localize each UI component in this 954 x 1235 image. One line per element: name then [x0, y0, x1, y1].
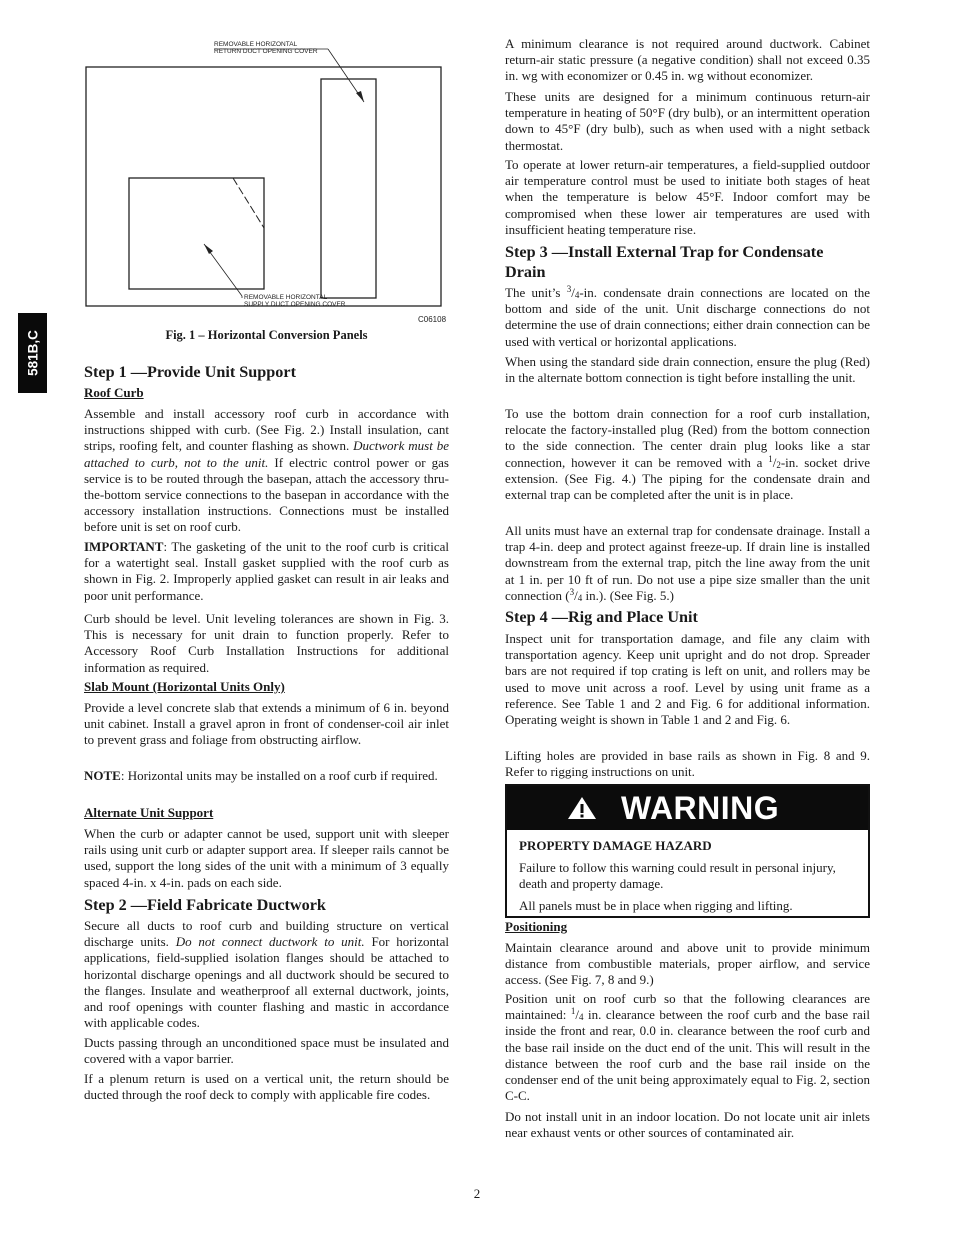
figure-1-caption: Fig. 1 – Horizontal Conversion Panels	[165, 328, 368, 342]
figure-1-diagram	[84, 36, 450, 326]
step3-paragraph-2: When using the standard side drain connection, ensure the plug (Red) in the alternate bottom connection is tight before installing the unit.	[505, 354, 870, 386]
positioning-paragraph-1: Maintain clearance around and above unit to provide minimum distance from combustible materials, proper airflow, and service access. (See Fig. 7, 8 and 9.)	[505, 940, 870, 988]
alternate-support-paragraph: When the curb or adapter cannot be used, support unit with sleeper rails using unit curb or adapter support area. If sleeper rails cannot be used, support the long sides of the unit with a minimum of 3 equally spaced 4-in. x 4-in. pads on each side.	[84, 826, 449, 890]
fraction-3-4: $^3/_4$	[569, 586, 583, 603]
hazard-title: PROPERTY DAMAGE HAZARD	[519, 838, 712, 853]
step4-heading: Step 4 —Rig and Place Unit	[505, 608, 698, 626]
roof-curb-italic: Ductwork must be attached to curb, not to the unit.	[84, 438, 449, 470]
note-paragraph	[84, 768, 449, 784]
frac-num: 3	[566, 284, 572, 294]
side-tab-label: 581B,C	[25, 330, 40, 376]
step3-p3-post: -in. socket drive extension. (See Fig. 4.) The piping for the condensate drain and external trap can be completed after the unit is in place.	[505, 454, 870, 503]
warning-text-2: All panels must be in place when rigging and lifting.	[519, 897, 793, 913]
positioning-paragraph-3: Do not install unit in an indoor location. Do not locate unit air inlets near exhaust vents or other sources of contaminated air.	[505, 1109, 870, 1141]
roof-curb-heading: Roof Curb	[84, 385, 144, 400]
fig1-top-label-2: RETURN DUCT OPENING COVER	[214, 48, 318, 55]
warning-text-1: Failure to follow this warning could result in personal injury, death and property damage.	[519, 860, 836, 892]
side-tab	[18, 313, 47, 393]
frac-den: 4	[577, 592, 583, 603]
alternate-support-heading: Alternate Unit Support	[84, 805, 214, 820]
supply-duct-panel	[129, 178, 264, 289]
note-label: NOTE	[84, 768, 121, 783]
frac-den: 4	[579, 1012, 584, 1023]
warning-box	[505, 784, 870, 918]
leveling-paragraph: Curb should be level. Unit leveling tolerances are shown in Fig. 3. This is necessary for unit drain to function properly. Refer to Accessory Roof Curb Installation Instructions for additional information as required.	[84, 611, 449, 675]
step3-p4-pre: All units must have an external trap for condensate drainage. Install a trap 4-in. deep and protect against freeze-up. If drain line is installed downstream from the external trap, pitch the line away from the unit at 1 in. per 10 ft of run. Do not use a pipe size smaller than the unit connection (	[505, 523, 870, 603]
frac-den: 4	[574, 290, 580, 300]
important-text: : The gasketing of the unit to the roof curb is critical for a watertight seal. Install gasket supplied with the roof curb as shown in Fig. 2. Improperly applied gasket can result in air leaks and poor unit performance.	[84, 539, 449, 603]
step3-p1-pre: The unit’s	[505, 285, 567, 300]
frac-den: 2	[776, 459, 781, 470]
step2-paragraph-1	[84, 918, 449, 1031]
fig1-bottom-label-2: SUPPLY DUCT OPENING COVER	[244, 301, 346, 308]
fig1-code: C06108	[418, 315, 447, 324]
positioning-heading: Positioning	[505, 919, 568, 934]
step3-heading-line-2: Drain	[505, 263, 546, 281]
step2-text-a: Secure all ducts to roof curb and building structure on vertical discharge units.	[84, 918, 449, 950]
step2-paragraph-5: These units are designed for a minimum continuous return-air temperature in heating of 50°F (dry bulb), or an intermittent operation down to 45°F (dry bulb), such as when used with a night setback thermostat.	[505, 89, 870, 153]
step3-p4-post: in.). (See Fig. 5.)	[582, 587, 674, 603]
step3-p3-pre: To use the bottom drain connection for a roof curb installation, relocate the factory-installed plug (Red) from the bottom connection to the side connection. The center drain plug looks like a star connection, however it can be removed with a	[505, 406, 870, 470]
note-text: : Horizontal units may be installed on a roof curb if required.	[120, 768, 438, 783]
fraction-3-4: $^3/_4$	[566, 284, 580, 300]
positioning-p2-pre: Position unit on roof curb so that the following clearances are maintained:	[505, 991, 870, 1023]
frac-num: 3	[569, 586, 575, 597]
step2-italic: Do not connect ductwork to unit.	[175, 934, 365, 950]
step3-heading	[505, 242, 870, 282]
positioning-paragraph-2	[505, 991, 870, 1104]
important-label: IMPORTANT	[84, 539, 164, 554]
step2-paragraph-3: If a plenum return is used on a vertical unit, the return should be ducted through the roof deck to comply with applicable fire codes.	[84, 1071, 449, 1103]
roof-curb-paragraph	[84, 406, 449, 536]
step2-paragraph-4: A minimum clearance is not required around ductwork. Cabinet return-air static pressure (a negative condition) shall not exceed 0.35 in. wg with economizer or 0.45 in. wg without economizer.	[505, 36, 870, 84]
step4-paragraph-1: Inspect unit for transportation damage, and file any claim with transportation agency. Keep unit upright and do not drop. Spreader bars are not required if top crating is left on unit, and rollers may be used to move unit across a roof. Level by using unit frame as a reference. See Table 1 and 2 and Fig. 6 for additional information. Operating weight is shown in Table 1 and 2 and Fig. 6.	[505, 631, 870, 728]
slab-mount-paragraph: Provide a level concrete slab that extends a minimum of 6 in. beyond unit cabinet. Install a gravel apron in front of condenser-coil air inlet to prevent grass and foliage from obstructing airflow.	[84, 700, 449, 748]
frac-num: 1	[768, 453, 773, 464]
warning-title: WARNING	[621, 790, 780, 826]
step3-paragraph-1	[505, 285, 870, 350]
step2-paragraph-6: To operate at lower return-air temperatures, a field-supplied outdoor air temperature control must be used to initiate both stages of heat when the temperature is below 45°F. Indoor comfort may be compromised when these lower air temperatures are used with insufficient heating temperature rise.	[505, 157, 870, 237]
warning-triangle-icon	[567, 796, 597, 820]
positioning-p2-post: in. clearance between the roof curb and the base rail inside the front and rear, 0.0 in. clearance between the roof curb and the base rail inside on the duct end of the unit. This will result in the distance between the roof curb and the base rail inside on the condenser end of the unit being approximately equal to Fig. 2, section C-C.	[505, 1007, 870, 1104]
fraction-1-4: $^1/_4$	[570, 1006, 584, 1023]
step4-paragraph-2: Lifting holes are provided in base rails as shown in Fig. 8 and 9. Refer to rigging instructions on unit.	[505, 748, 870, 780]
step3-paragraph-4	[505, 523, 870, 604]
return-duct-panel	[321, 79, 376, 298]
step1-heading: Step 1 —Provide Unit Support	[84, 363, 296, 381]
warning-banner	[507, 786, 868, 830]
step3-p1-post: -in. condensate drain connections are located on the bottom and side of the unit. Unit discharge connections do not determine the use of drain connections; either drain connection can be used with vertical or horizontal applications.	[505, 285, 871, 349]
slab-mount-heading: Slab Mount (Horizontal Units Only)	[84, 679, 285, 694]
roof-curb-text-b: If electric control power or gas service is to be routed through the basepan, attach the accessory thru-the-bottom service connections to the basepan in accordance with the accessory installation instructions. Connections must be installed before unit is set on roof curb.	[84, 454, 449, 535]
fig1-bottom-label-1: REMOVABLE HORIZONTAL	[244, 294, 328, 301]
warning-body	[519, 838, 839, 914]
frac-num: 1	[570, 1006, 576, 1017]
roof-curb-text-a: Assemble and install accessory roof curb in accordance with instructions shipped with curb. (See Fig. 2.) Install insulation, cant strips, roofing felt, and counter flashing as shown.	[84, 406, 449, 454]
page-number: 2	[473, 1186, 481, 1201]
step2-heading: Step 2 —Field Fabricate Ductwork	[84, 896, 326, 914]
step3-paragraph-3	[505, 406, 870, 503]
step3-heading-line-1: Step 3 —Install External Trap for Condensate	[505, 243, 824, 261]
step2-paragraph-2: Ducts passing through an unconditioned space must be insulated and covered with a vapor barrier.	[84, 1035, 449, 1067]
step2-text-b: For horizontal applications, field-supplied isolation flanges should be attached to horizontal discharge openings and all ductwork should be secured to the flanges. Insulate and weatherproof all external ductwork, joints, and roof openings with counter flashing and mastic in accordance with applicable codes.	[84, 934, 450, 1031]
important-paragraph	[84, 539, 449, 604]
fraction-1-2: $^1/_2$	[768, 453, 781, 470]
fig1-top-label-1: REMOVABLE HORIZONTAL	[214, 41, 298, 48]
